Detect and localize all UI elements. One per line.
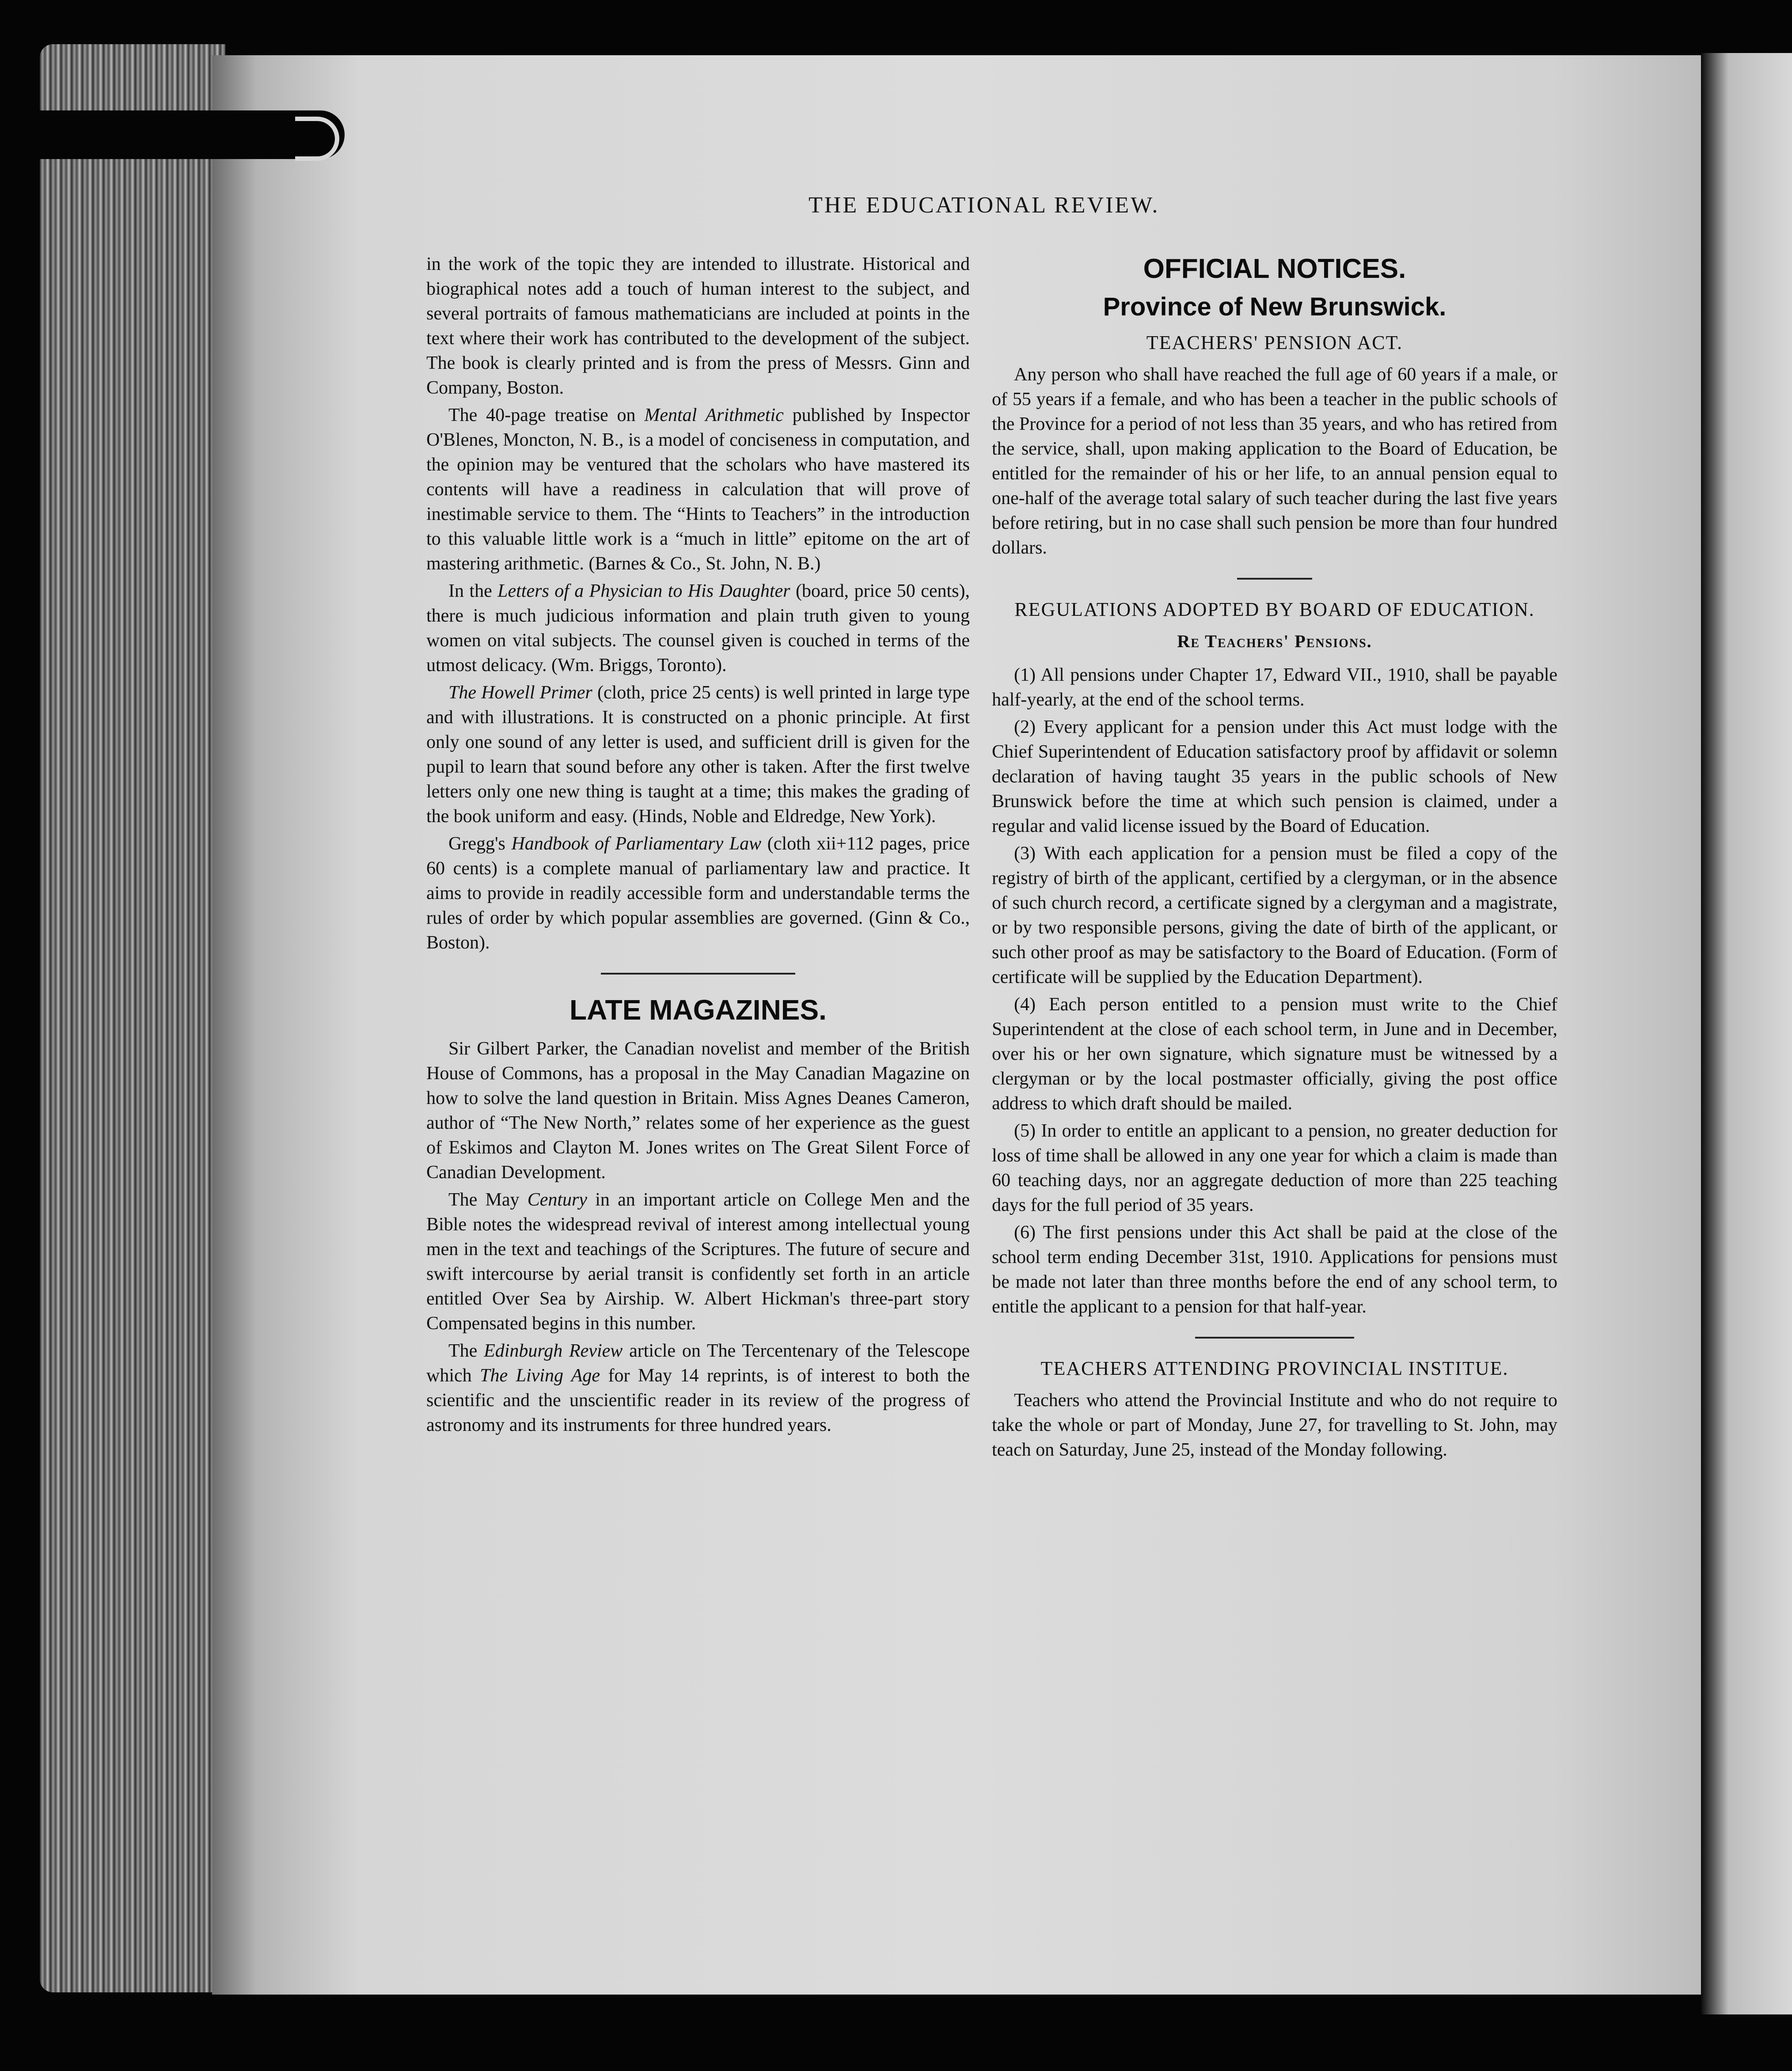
pension-act-text: Any person who shall have reached the full age of 60 years if a male, or of 55 years if a female, and who has been a teacher in the public schools of the Province for a period of not less than 35 years, and who has retired from the service, shall, upon making application to the Board of Education, be entitled for the remainder of his or her life, to an annual pension equal to one-half of the average total salary of such teacher during the last five years before retiring, but in no case shall such pension be more than four hundred dollars. — [992, 364, 1557, 558]
review-paragraph: The 40-page treatise on Mental Arithmetic published by Inspector O'Blenes, Moncton, N. B., is a model of conciseness in computation, and the opinion may be ventured that the scholars who have mastered its contents will have a readiness in calculation that will prove of inestimable service to them. The “Hints to Teachers” in the introduction to this valuable little work is a “much in little” epitome on the art of mastering arithmetic. (Barnes & Co., St. John, N. B.) — [426, 405, 970, 574]
review-paragraph: in the work of the topic they are intended to illustrate. Historical and biographical notes add a touch of human interest to the subject, and several portraits of famous mathematicians are included at points in the text where their work has contributed to the development of the subject. The book is clearly printed and is from the press of Messrs. Ginn and Company, Boston. — [426, 254, 970, 398]
page-clip — [0, 110, 345, 159]
regulation-item: (3) With each application for a pension must be filed a copy of the registry of birth of the applicant, certified by a clergyman, or in the absence of such church record, a certificate signed by a clergyman and a magistrate, or by two responsible persons, giving the date of birth of the applicant, or such other proof as may be satisfactory to the Board of Education. (Form of certificate will be supplied by the Education Department). — [992, 843, 1557, 987]
review-paragraph: Gregg's Handbook of Parliamentary Law (cloth xii+112 pages, price 60 cents) is a complete manual of parliamentary law and practice. It aims to provide in readily accessible form and understandable terms the rules of order by which popular assemblies are governed. (Ginn & Co., Boston). — [426, 834, 970, 953]
running-header: THE EDUCATIONAL REVIEW. — [809, 193, 1160, 218]
regulation-item: (2) Every applicant for a pension under this Act must lodge with the Chief Superintendent of Education satisfactory proof by affidavit or solemn declaration of having taught 35 years in the public schools of New Brunswick before the time at which such pension is claimed, under a regular and valid license issued by the Board of Education. — [992, 717, 1557, 836]
left-column — [426, 252, 970, 1438]
regulation-item: (6) The first pensions under this Act shall be paid at the close of the school term ending December 31st, 1910. Applications for pensions must be made not later than three months before the end of any school term, to entitle the applicant to a pension for that half-year. — [992, 1222, 1557, 1317]
magazine-paragraph: Sir Gilbert Parker, the Canadian novelist and member of the British House of Commons, has a proposal in the May Canadian Magazine on how to solve the land question in Britain. Miss Agnes Deanes Cameron, author of “The New North,” relates some of her experience as the guest of Eskimos and Clayton M. Jones writes on The Great Silent Force of Canadian Development. — [426, 1039, 970, 1183]
right-column — [992, 252, 1557, 1462]
late-magazines-heading: LATE MAGAZINES. — [569, 994, 827, 1026]
institute-heading: TEACHERS ATTENDING PROVINCIAL INSTITUE. — [1040, 1358, 1509, 1379]
official-notices-heading: OFFICIAL NOTICES. — [1143, 254, 1406, 284]
book-page-edges — [40, 44, 225, 1992]
regulation-item: (4) Each person entitled to a pension must write to the Chief Superintendent at the close of each school term, in June and in December, over his or her own signature, which signature must be witnessed by a clergyman or by the local postmaster officially, giving the post office address to which draft should be mailed. — [992, 994, 1557, 1114]
regulations-heading: REGULATIONS ADOPTED BY BOARD OF EDUCATION. — [1014, 599, 1535, 620]
regulation-item: (5) In order to entitle an applicant to a pension, no greater deduction for loss of time shall be allowed in any one year for which a claim is made than 60 teaching days, nor an aggregate deduction of more than 225 teaching days for the full period of 35 years. — [992, 1121, 1557, 1215]
section-divider — [601, 973, 795, 975]
magazine-paragraph: The May Century in an important article on College Men and the Bible notes the widespread revival of interest among intellectual young men in the text and teachings of the Scriptures. The future of secure and swift intercourse by aerial transit is confidently set forth in an article entitled Over Sea by Airship. W. Albert Hickman's three-part story Compensated begins in this number. — [426, 1190, 970, 1334]
section-divider — [1237, 578, 1312, 580]
review-paragraph: In the Letters of a Physician to His Daughter (board, price 50 cents), there is much judicious information and plain truth given to young women on vital subjects. The counsel given is couched in terms of the utmost delicacy. (Wm. Briggs, Toronto). — [426, 581, 970, 675]
regulations-subheading: Re Teachers' Pensions. — [1177, 631, 1372, 651]
pension-act-heading: TEACHERS' PENSION ACT. — [1146, 332, 1403, 353]
review-paragraph: The Howell Primer (cloth, price 25 cents) is well printed in large type and with illustrations. It is constructed on a phonic principle. At first only one sound of any letter is used, and sufficient drill is given for the pupil to learn that sound before any other is taken. After the first twelve letters only one new thing is taught at a time; this makes the grading of the book uniform and easy. (Hinds, Noble and Eldredge, New York). — [426, 683, 970, 827]
facing-page-edge — [1701, 53, 1792, 2014]
province-heading: Province of New Brunswick. — [1103, 292, 1447, 321]
magazine-paragraph: The Edinburgh Review article on The Tercentenary of the Telescope which The Living Age for May 14 reprints, is of interest to both the scientific and the unscientific reader in its review of the progress of astronomy and its instruments for three hundred years. — [426, 1341, 970, 1435]
regulation-item: (1) All pensions under Chapter 17, Edward VII., 1910, shall be payable half-yearly, at the end of the school terms. — [992, 665, 1557, 710]
institute-text: Teachers who attend the Provincial Institute and who do not require to take the whole or part of Monday, June 27, for travelling to St. John, may teach on Saturday, June 25, instead of the Monday following. — [992, 1390, 1557, 1460]
section-divider — [1195, 1337, 1354, 1339]
